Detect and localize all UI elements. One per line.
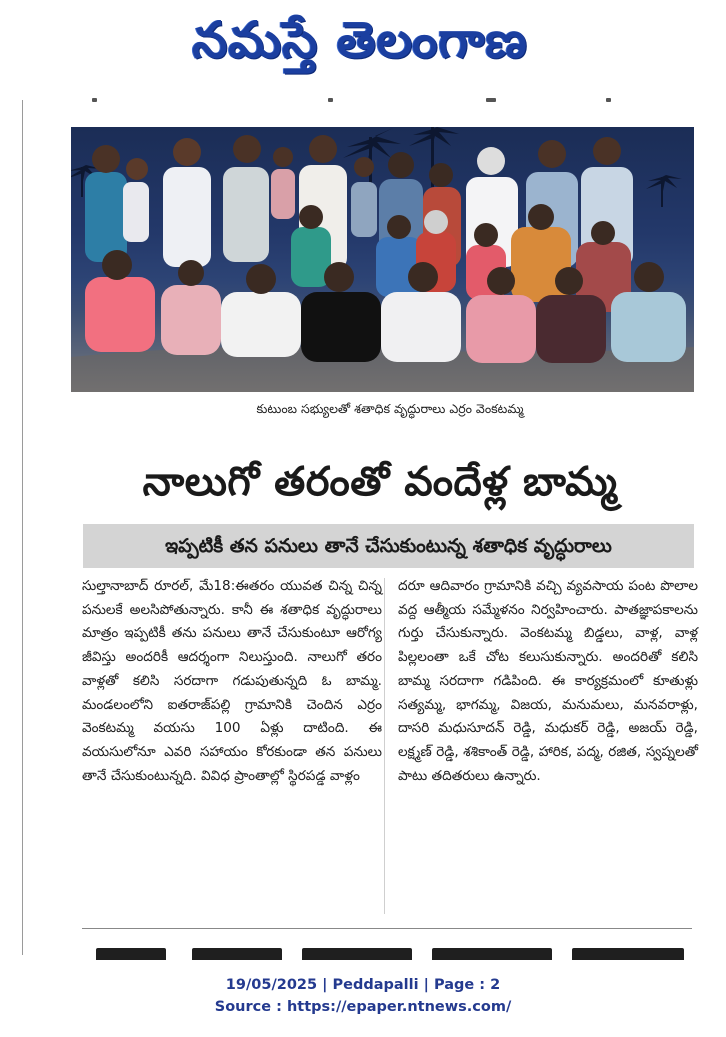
- edition-info: 19/05/2025 | Peddapalli | Page : 2: [225, 977, 501, 993]
- family-group-photo: [71, 127, 694, 392]
- article-headline: నాలుగో తరంతో వందేళ్ల బామ్మ: [142, 459, 618, 505]
- cropped-previous-article-edge: [66, 98, 696, 106]
- article-subheadline: ఇప్పటికీ తన పనులు తానే చేసుకుంటున్న శతాధిక వృద్ధురాలు: [165, 535, 612, 557]
- article-subheadline-bar: [83, 524, 694, 568]
- page-footer: [0, 974, 726, 1018]
- newspaper-masthead: నమస్తే తెలంగాణ: [192, 11, 528, 69]
- cropped-next-headline: [92, 944, 688, 960]
- article-body-text: సుల్తానాబాద్ రూరల్, మే18:ఈతరం యువత చిన్న చిన్న పనులకే అలసిపోతున్నారు. కానీ ఈ శతాధిక వృద్ధురాలు మాత్రం ఇప్పటికీ తను పనులు తానే చేసుకుంటూ ఆరోగ్య జీవిస్తు అందరికీ ఆదర్శంగా నిలుస్తుంది. నాలుగో తరం వాళ్లతో కలిసి సరదాగా గడుపుతున్నది ఓ బామ్మ. మండలంలోని ఐతరాజ్‌పల్లి గ్రామానికి చెందిన ఎర్రం వెంకటమ్మ వయసు 100 ఏళ్లు దాటింది. ఈ వయసులోనూ ఎవరి సహాయం కోరకుండా తన పనులు తానే చేసుకుంటున్నది. వివిధ ప్రాంతాల్లో స్థిరపడ్డ వాళ్లం: [82, 578, 382, 784]
- article-body-text: దరూ ఆదివారం గ్రామానికి వచ్చి వ్యవసాయ పంట పొలాల వద్ద ఆత్మీయ సమ్మేళనం నిర్వహించారు. పాతజ్ఞాపకాలను గుర్తు చేసుకున్నారు. వెంకటమ్మ బిడ్డలు, వాళ్ల, వాళ్ల పిల్లలంతా ఒకే చోట కలుసుకున్నారు. అందరితో కలిసి బామ్మ సరదాగా గడిపింది. ఈ కార్యక్రమంలో కూతుళ్లు సత్యమ్మ, భాగమ్మ, విజయ, మనుమలు, మనవరాళ్లు, దాసరి మధుసూదన్ రెడ్డి, మధుకర్ రెడ్డి, అజయ్ రెడ్డి, లక్ష్మణ్ రెడ్డి, శశికాంత్ రెడ్డి, హారిక, పద్మ, రజిత, స్వప్నలతో పాటు తదితరులు ఉన్నారు.: [398, 578, 698, 784]
- column-divider: [384, 578, 385, 914]
- photo-caption: కుటుంబ సభ్యులతో శతాధిక వృద్ధురాలు ఎర్రం వెంకటమ్మ: [256, 401, 524, 416]
- article-column-right: [398, 575, 698, 788]
- source-link[interactable]: Source : https://epaper.ntnews.com/: [214, 999, 512, 1015]
- article-column-left: [82, 575, 382, 788]
- article-bottom-rule: [82, 928, 692, 929]
- page-margin-rule: [22, 100, 23, 955]
